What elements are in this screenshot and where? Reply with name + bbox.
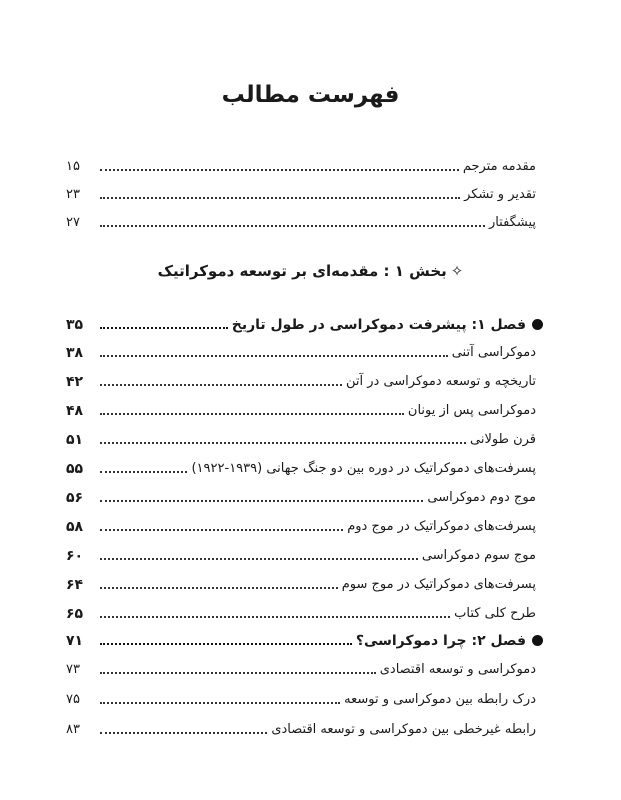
toc-entry[interactable]	[66, 512, 536, 536]
leader-dots	[100, 616, 450, 618]
entry-page-number: ۴۸	[66, 403, 84, 419]
entry-title: تقدیر و تشکر	[464, 187, 536, 202]
entry-page-number: ۶۴	[66, 577, 84, 593]
entry-title: پیشگفتار	[488, 215, 536, 230]
sparkle-icon: ✧	[450, 262, 464, 280]
page-title: فهرست مطالب	[221, 82, 400, 108]
toc-entry[interactable]	[66, 483, 536, 507]
toc-chapter-2[interactable]	[66, 626, 543, 650]
entry-title: تاریخچه و توسعه دموکراسی در آتن	[346, 374, 536, 389]
toc-entry[interactable]	[66, 655, 536, 679]
entry-title: موج سوم دموکراسی	[421, 548, 536, 563]
entry-title: درک رابطه بین دموکراسی و توسعه	[344, 692, 536, 707]
leader-dots	[100, 169, 459, 171]
leader-dots	[100, 558, 418, 560]
toc-entry[interactable]	[66, 454, 536, 478]
toc-entry[interactable]	[66, 425, 536, 449]
entry-page-number: ۸۳	[66, 722, 80, 737]
chapter-title: فصل ۱: پیشرفت دموکراسی در طول تاریخ	[231, 317, 526, 333]
leader-dots	[100, 197, 460, 199]
toc-entry-translator-intro[interactable]	[66, 152, 536, 176]
entry-title: پسرفت‌های دموکراتیک در دوره بین دو جنگ جهانی (۱۹۳۹-۱۹۲۲)	[191, 461, 536, 476]
leader-dots	[100, 355, 448, 357]
entry-page-number: ۵۵	[66, 461, 84, 477]
toc-entry[interactable]	[66, 685, 536, 709]
bullet-icon	[532, 319, 543, 330]
toc-entry-preface[interactable]	[66, 208, 536, 232]
entry-page-number: ۶۰	[66, 548, 84, 564]
entry-page-number: ۷۳	[66, 662, 80, 677]
leader-dots	[100, 327, 228, 329]
entry-title: پسرفت‌های دموکراتیک در موج سوم	[341, 577, 536, 592]
toc-entry[interactable]	[66, 570, 536, 594]
entry-title: طرح کلی کتاب	[454, 606, 536, 621]
leader-dots	[100, 732, 267, 734]
entry-page-number: ۷۱	[66, 633, 84, 649]
entry-page-number: ۴۲	[66, 374, 84, 390]
entry-title: موج دوم دموکراسی	[427, 490, 536, 505]
leader-dots	[100, 442, 466, 444]
entry-title: مقدمه مترجم	[462, 159, 536, 174]
leader-dots	[100, 672, 376, 674]
entry-page-number: ۱۵	[66, 159, 80, 174]
part-heading[interactable]	[0, 262, 621, 280]
toc-entry[interactable]	[66, 599, 536, 623]
chapter-title: فصل ۲: چرا دموکراسی؟	[355, 633, 526, 649]
toc-entry[interactable]	[66, 396, 536, 420]
entry-page-number: ۲۷	[66, 215, 80, 230]
entry-page-number: ۲۳	[66, 187, 80, 202]
leader-dots	[100, 643, 352, 645]
leader-dots	[100, 384, 342, 386]
entry-title: قرن طولانی	[470, 432, 536, 447]
entry-page-number: ۶۵	[66, 606, 84, 622]
leader-dots	[100, 500, 423, 502]
toc-chapter-1[interactable]	[66, 310, 543, 334]
leader-dots	[100, 225, 485, 227]
leader-dots	[100, 471, 187, 473]
entry-title: پسرفت‌های دموکراتیک در موج دوم	[347, 519, 536, 534]
entry-page-number: ۳۸	[66, 345, 84, 361]
entry-page-number: ۵۱	[66, 432, 84, 448]
toc-entry-acknowledgements[interactable]	[66, 180, 536, 204]
leader-dots	[100, 529, 343, 531]
entry-page-number: ۷۵	[66, 692, 80, 707]
entry-page-number: ۵۸	[66, 519, 84, 535]
entry-title: دموکراسی آتنی	[451, 345, 536, 360]
toc-entry[interactable]	[66, 367, 536, 391]
entry-page-number: ۳۵	[66, 317, 84, 333]
leader-dots	[100, 413, 404, 415]
toc-entry[interactable]	[66, 338, 536, 362]
leader-dots	[100, 702, 340, 704]
entry-title: رابطه غیرخطی بین دموکراسی و توسعه اقتصادی	[271, 722, 536, 737]
leader-dots	[100, 587, 338, 589]
toc-entry[interactable]	[66, 715, 536, 739]
bullet-icon	[532, 635, 543, 646]
part-title: بخش ۱ : مقدمه‌ای بر توسعه دموکراتیک	[157, 262, 447, 280]
entry-page-number: ۵۶	[66, 490, 84, 506]
entry-title: دموکراسی پس از یونان	[407, 403, 536, 418]
toc-entry[interactable]	[66, 541, 536, 565]
entry-title: دموکراسی و توسعه اقتصادی	[379, 662, 536, 677]
